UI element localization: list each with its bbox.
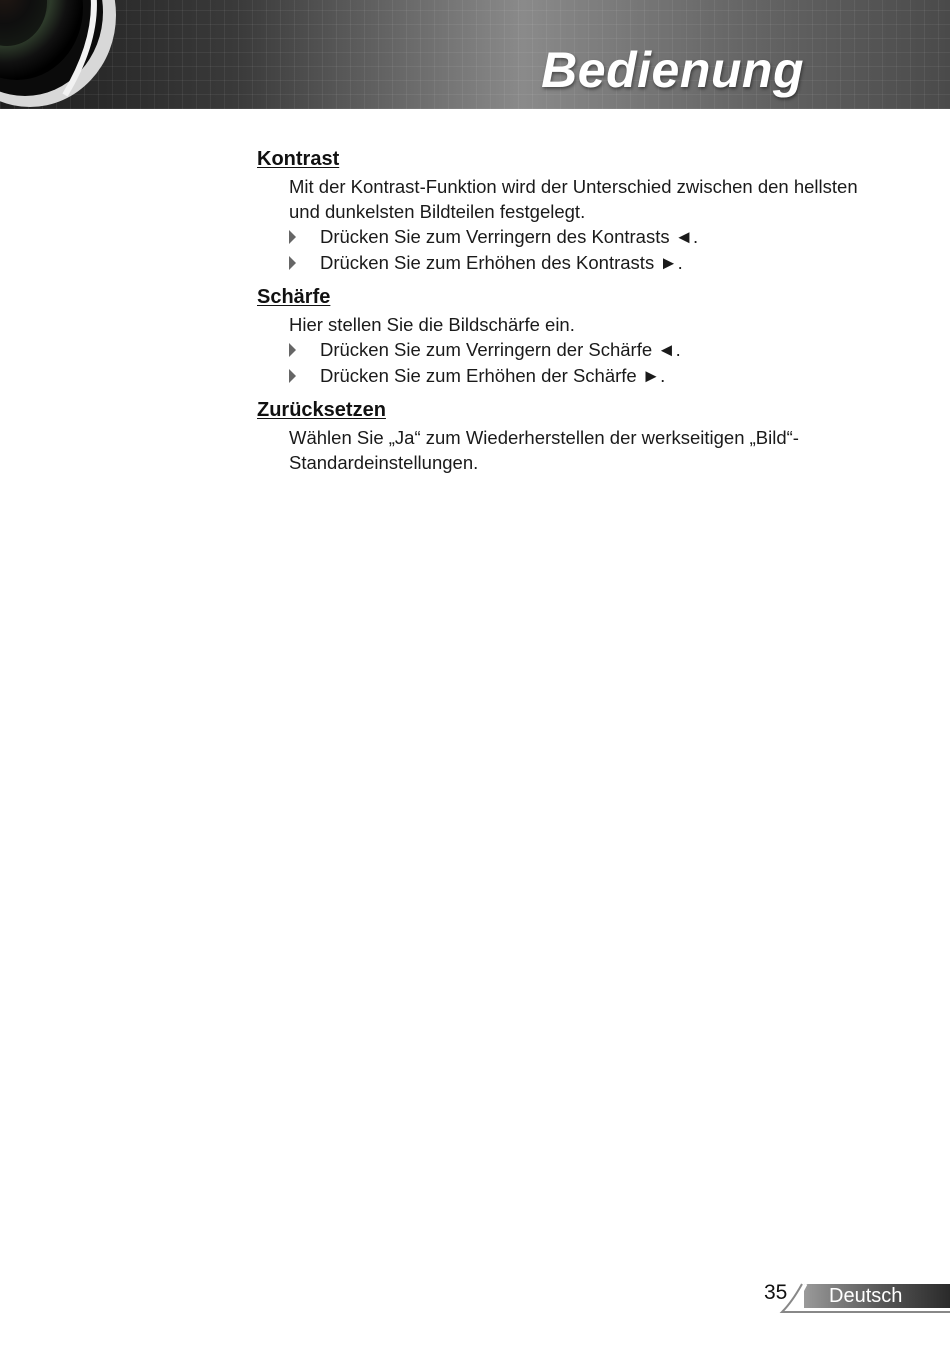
page-title: Bedienung bbox=[541, 42, 804, 98]
bullet-text: Drücken Sie zum Erhöhen der Schärfe ►. bbox=[320, 365, 666, 386]
list-item bbox=[320, 363, 877, 389]
section-description: Mit der Kontrast-Funktion wird der Unterschied zwischen den hellsten und dunkelsten Bildteilen festgelegt. bbox=[289, 176, 858, 222]
triangle-bullet-icon bbox=[289, 230, 296, 244]
triangle-bullet-icon bbox=[289, 256, 296, 270]
page-number: 35 bbox=[764, 1281, 788, 1304]
page-header bbox=[0, 0, 950, 109]
language-label: Deutsch bbox=[829, 1285, 903, 1307]
content-area bbox=[257, 144, 877, 475]
section-title: Schärfe bbox=[257, 286, 331, 308]
section-schaerfe bbox=[257, 282, 877, 389]
section-title: Zurücksetzen bbox=[257, 399, 386, 421]
list-item bbox=[320, 250, 877, 276]
section-description: Hier stellen Sie die Bildschärfe ein. bbox=[289, 314, 575, 335]
section-kontrast bbox=[257, 144, 877, 276]
bullet-text: Drücken Sie zum Verringern des Kontrasts ◄. bbox=[320, 226, 699, 247]
page-footer bbox=[760, 1276, 950, 1316]
triangle-bullet-icon bbox=[289, 369, 296, 383]
list-item bbox=[320, 224, 877, 250]
section-description: Wählen Sie „Ja“ zum Wiederherstellen der werkseitigen „Bild“-Standardeinstellungen. bbox=[289, 427, 799, 473]
section-title: Kontrast bbox=[257, 148, 340, 170]
bullet-text: Drücken Sie zum Erhöhen des Kontrasts ►. bbox=[320, 252, 683, 273]
triangle-bullet-icon bbox=[289, 343, 296, 357]
section-zuruecksetzen bbox=[257, 395, 877, 475]
list-item bbox=[320, 337, 877, 363]
camera-lens-icon bbox=[0, 0, 120, 109]
bullet-text: Drücken Sie zum Verringern der Schärfe ◄. bbox=[320, 339, 681, 360]
